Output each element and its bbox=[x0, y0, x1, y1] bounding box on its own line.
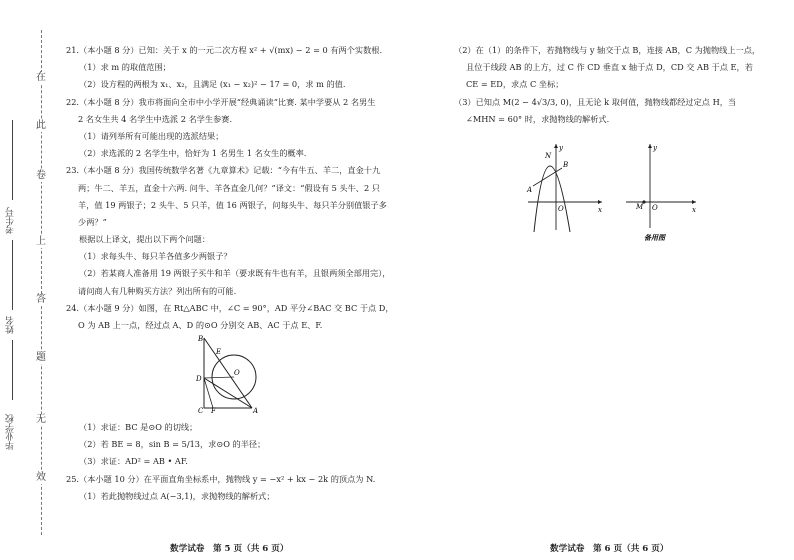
q25-spare-figure bbox=[622, 140, 702, 244]
fig25-label-y: y bbox=[559, 144, 563, 152]
spare-figure-caption: 备用图 bbox=[644, 233, 665, 242]
warning-char: 效 bbox=[36, 472, 46, 483]
q21-part2: （2）设方程的两根为 x₁、x₂，且满足 (x₁ − x₂)² − 17 = 0，求 m 的值. bbox=[79, 79, 346, 90]
warning-char: 卷 bbox=[36, 170, 46, 181]
fig25-label-x: x bbox=[598, 206, 602, 214]
fig24-label-E: E bbox=[216, 348, 222, 356]
q24-stem: 24.（本小题 9 分）如图，在 Rt△ABC 中，∠C = 90°，AD 平分∠BAC 交 BC 于点 D， bbox=[66, 302, 394, 313]
warning-char: 无 bbox=[36, 414, 46, 425]
q23-stem-cont: 两；牛二、羊五，直金十六两. 问牛、羊各直金几何？”译文：“假设有 5 头牛、2 只 bbox=[78, 182, 380, 193]
left-page-text bbox=[66, 44, 394, 336]
q21-stem: 21.（本小题 8 分）已知：关于 x 的一元二次方程 x² + √(mx) − 2 = 0 有两个实数根. bbox=[66, 45, 383, 55]
fig24-label-A: A bbox=[253, 407, 259, 414]
q25-main-figure bbox=[522, 140, 606, 234]
q24-part3: （3）求证：AD² = AB • AF. bbox=[79, 456, 188, 467]
fig24-label-B: B bbox=[198, 335, 204, 343]
binding-dashed-line bbox=[41, 30, 42, 535]
right-page-text bbox=[454, 44, 784, 130]
fig25-label-N: N bbox=[545, 152, 552, 160]
right-page-footer: 数学试卷 第 6 页（共 6 页） bbox=[550, 544, 669, 554]
warning-char: 在 bbox=[36, 72, 46, 83]
spare-label-O: O bbox=[652, 204, 658, 212]
fig24-label-O: O bbox=[234, 369, 240, 377]
q23-part2: （2）若某商人准备用 19 两银子买牛和羊（要求既有牛也有羊，且银两须全部用完）， bbox=[79, 268, 391, 279]
fig25-label-A: A bbox=[527, 186, 533, 194]
q24-part2: （2）若 BE = 8，sin B = 5/13，求⊙O 的半径； bbox=[79, 439, 266, 450]
school-line bbox=[12, 340, 13, 400]
q22-stem-cont: 2 名女生共 4 名学生中选派 2 名学生参赛. bbox=[78, 113, 233, 124]
warning-char: 上 bbox=[36, 236, 46, 247]
warning-char: 答 bbox=[36, 294, 46, 305]
q25-part1: （1）若此抛物线过点 A(−3,1)，求抛物线的解析式； bbox=[79, 490, 275, 501]
q24-figure bbox=[192, 332, 262, 414]
warning-char: 题 bbox=[36, 352, 46, 363]
spare-label-x: x bbox=[692, 206, 696, 214]
q23-part1: （1）求每头牛、每只羊各值多少两银子？ bbox=[79, 251, 232, 262]
left-page-footer: 数学试卷 第 5 页（共 6 页） bbox=[170, 544, 289, 554]
fig24-label-F: F bbox=[211, 407, 216, 414]
warning-char: 此 bbox=[36, 120, 46, 131]
candidate-number-line bbox=[12, 120, 13, 200]
q25-part3-cont: ∠MHN = 60° 时，求抛物线的解析式. bbox=[466, 113, 610, 124]
fig25-label-B: B bbox=[563, 161, 569, 169]
q25-part2-cont: 且位于线段 AB 的上方，过 C 作 CD 垂直 x 轴于点 D，CD 交 AB 于点 E，若 bbox=[466, 62, 753, 73]
q22-part2: （2）求选派的 2 名学生中，恰好为 1 名男生 1 名女生的概率. bbox=[79, 148, 307, 159]
fig24-label-D: D bbox=[196, 375, 202, 383]
q25-part2-cont: CE = ED，求点 C 坐标； bbox=[466, 79, 564, 90]
q23-stem: 23.（本小题 8 分）我国传统数学名著《九章算术》记载：“今有牛五、羊二，直金十九 bbox=[66, 165, 381, 176]
candidate-number-label: 考生号 bbox=[6, 207, 16, 234]
spare-label-y: y bbox=[653, 144, 657, 152]
q22-stem: 22.（本小题 8 分）我市将面向全市中小学开展“经典诵读”比赛. 某中学要从 2 名男生 bbox=[66, 96, 376, 107]
left-page-text-lower bbox=[66, 421, 386, 507]
q23-stem-cont: 少两？” bbox=[78, 216, 107, 227]
q21-part1: （1）求 m 的取值范围； bbox=[79, 62, 171, 73]
fig24-label-C: C bbox=[198, 407, 204, 414]
q23-stem-cont: 羊，值 19 两银子；2 头牛、5 只羊，值 16 两银子，问每头牛、每只羊分别值银子多 bbox=[78, 199, 387, 210]
name-label: 姓名 bbox=[6, 316, 16, 334]
q22-part1: （1）请列举所有可能出现的选派结果； bbox=[79, 130, 224, 141]
q25-part3: （3）已知点 M(2 − 4√3/3, 0)，且无论 k 取何值，抛物线都经过定点 H，当 bbox=[454, 96, 737, 107]
binding-margin bbox=[0, 0, 62, 560]
school-label: 毕业学校 bbox=[6, 414, 16, 450]
fig25-label-O: O bbox=[558, 205, 564, 213]
q23-part2-cont: 请问商人有几种购买方法？列出所有的可能. bbox=[78, 285, 237, 296]
q25-stem: 25.（本小题 10 分）在平面直角坐标系中，抛物线 y = −x² + kx − 2k 的顶点为 N. bbox=[66, 473, 376, 484]
q24-stem-cont: O 为 AB 上一点，经过点 A、D 的⊙O 分别交 AB、AC 于点 E、F. bbox=[78, 320, 323, 330]
q24-part1: （1）求证：BC 是⊙O 的切线； bbox=[79, 422, 198, 432]
q23-intro: 根据以上译文，提出以下两个问题： bbox=[79, 234, 211, 245]
name-line bbox=[12, 240, 13, 310]
q25-part2: （2）在（1）的条件下，若抛物线与 y 轴交于点 B，连接 AB，C 为抛物线上一点， bbox=[454, 45, 761, 55]
spare-label-M: M bbox=[636, 203, 644, 211]
